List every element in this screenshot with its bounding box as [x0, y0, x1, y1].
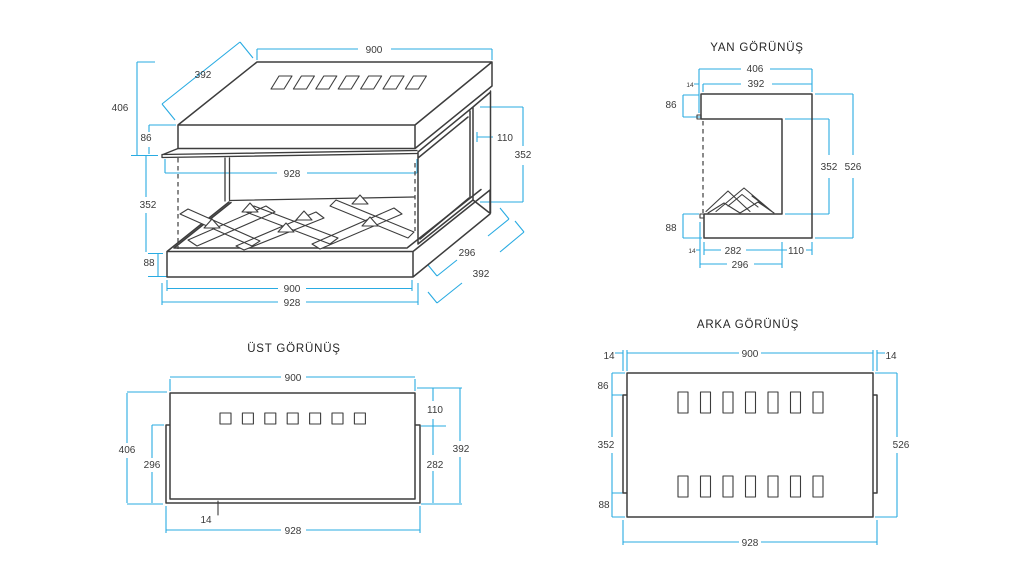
iso-dim-hood-front-height: 86 [140, 133, 152, 144]
side-dim-base-height: 88 [665, 223, 677, 234]
top-dim-hood-depth: 406 [118, 445, 136, 456]
iso-dim-base-height: 88 [143, 258, 155, 269]
top-vent-squares [220, 413, 365, 424]
side-dim-hood-depth: 392 [747, 79, 765, 90]
rear-dim-flange-right: 14 [885, 351, 897, 362]
top-dim-vent-strip-depth: 110 [427, 405, 443, 416]
side-dim-opening-height: 352 [820, 162, 838, 173]
view-side [665, 42, 861, 271]
top-dim-tray-width: 928 [284, 526, 302, 537]
rear-dimension-lines [612, 350, 897, 545]
top-dim-tray-depth: 296 [143, 460, 161, 471]
iso-dimension-lines [131, 42, 524, 305]
rear-dim-flange-left: 14 [603, 351, 615, 362]
iso-dim-base-depth-inner: 296 [458, 248, 476, 259]
iso-dim-base-flange-width: 928 [283, 298, 301, 309]
iso-dim-top-width: 900 [365, 45, 383, 56]
top-dim-side-depth: 392 [452, 444, 470, 455]
side-profile-outline [701, 94, 812, 238]
rear-dim-total-width: 928 [741, 538, 759, 549]
top-view-title: ÜST GÖRÜNÜŞ [247, 343, 341, 355]
side-dim-flange-top: 14 [686, 82, 694, 89]
side-dim-total-depth: 406 [746, 64, 764, 75]
iso-dim-panel-height: 352 [514, 150, 532, 161]
side-view-title: YAN GÖRÜNÜŞ [710, 42, 804, 54]
iso-dim-base-width: 900 [283, 284, 301, 295]
rear-dim-hood-height: 86 [597, 381, 609, 392]
rear-view-title: ARKA GÖRÜNÜŞ [696, 319, 800, 331]
side-dim-base-depth: 296 [731, 260, 749, 271]
top-dimension-lines [127, 377, 462, 533]
iso-dim-panel-offset: 110 [497, 133, 513, 144]
top-outline [166, 393, 420, 503]
top-dim-hood-width: 900 [284, 373, 302, 384]
iso-dim-top-depth: 392 [194, 70, 212, 81]
rear-dim-base-height: 88 [598, 500, 610, 511]
iso-dim-flange-width: 928 [283, 169, 301, 180]
iso-dim-opening-height: 352 [139, 200, 157, 211]
rear-outline [623, 373, 877, 517]
side-dim-back-panel-width: 110 [788, 246, 804, 257]
iso-dim-base-depth-outer: 392 [472, 269, 490, 280]
top-dim-flange: 14 [200, 515, 212, 526]
side-dim-hood-height: 86 [665, 100, 677, 111]
side-log-set [706, 188, 774, 213]
side-dim-base-inner-depth: 282 [724, 246, 742, 257]
view-top [119, 343, 470, 537]
iso-vent-slots [271, 76, 426, 89]
iso-back-wall-edges [225, 158, 414, 201]
rear-vent-slots [678, 392, 823, 497]
side-dim-flange-bottom: 14 [688, 248, 696, 255]
view-isometric [112, 42, 532, 309]
rear-dim-width: 900 [741, 349, 759, 360]
side-dim-total-height: 526 [844, 162, 862, 173]
rear-dim-opening-height: 352 [597, 440, 615, 451]
iso-dim-left-height: 406 [111, 103, 129, 114]
rear-dim-total-height: 526 [892, 440, 910, 451]
view-rear [597, 319, 909, 549]
top-dim-inner-depth: 282 [426, 460, 444, 471]
iso-flange-plate [162, 149, 417, 158]
